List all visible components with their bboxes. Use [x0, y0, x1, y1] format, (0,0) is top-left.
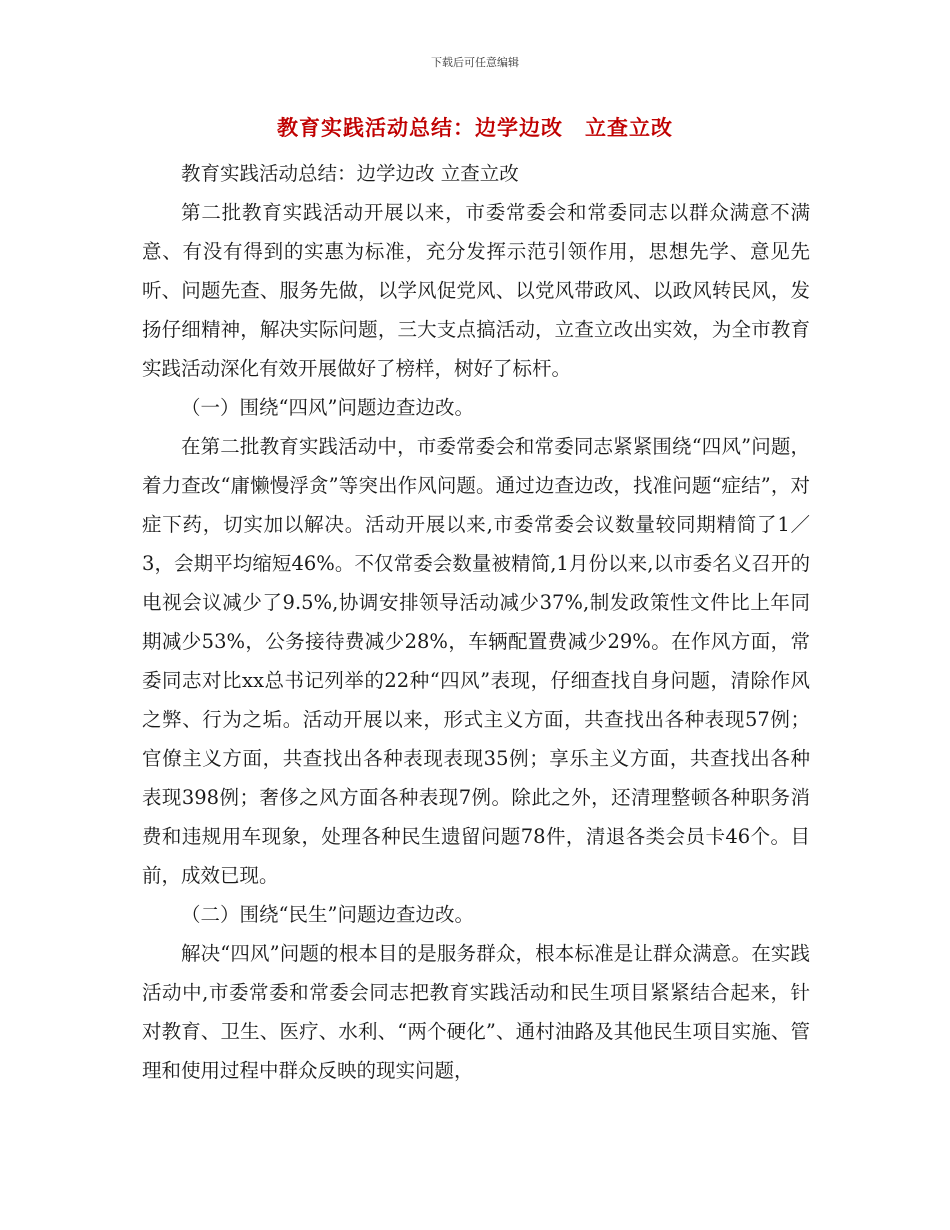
section-heading-1: （一）围绕“四风”问题边查边改。: [181, 396, 474, 419]
paragraph-subtitle: 教育实践活动总结：边学边改 立查立改: [181, 162, 519, 185]
document-title: 教育实践活动总结：边学边改 立查立改: [277, 116, 673, 140]
paragraph-section-2: 解决“四风”问题的根本目的是服务群众，根本标准是让群众满意。在实践活动中,市委常委和常委会同志把教育实践活动和民生项目紧紧结合起来，针对教育、卫生、医疗、水利、“两个硬化”、通村油路及其他民生项目实施、管理和使用过程中群众反映的现实问题，: [142, 942, 810, 1082]
document-body: [142, 154, 810, 1090]
paragraph-section-1: 在第二批教育实践活动中，市委常委会和常委同志紧紧围绕“四风”问题，着力查改“庸懒慢浮贪”等突出作风问题。通过边查边改，找准问题“症结”，对症下药，切实加以解决。活动开展以来,市委常委会议数量较同期精简了1／3，会期平均缩短46%。不仅常委会数量被精简,1月份以来,以市委名义召开的电视会议减少了9.5%,协调安排领导活动减少37%,制发政策性文件比上年同期减少53%，公务接待费减少28%，车辆配置费减少29%。在作风方面，常委同志对比xx总书记列举的22种“四风”表现，仔细查找自身问题，清除作风之弊、行为之垢。活动开展以来，形式主义方面，共查找出各种表现57例；官僚主义方面，共查找出各种表现表现35例；享乐主义方面，共查找出各种表现398例；奢侈之风方面各种表现7例。除此之外，还清理整顿各种职务消费和违规用车现象，处理各种民生遗留问题78件，清退各类会员卡46个。目前，成效已现。: [142, 435, 810, 887]
paragraph-intro: 第二批教育实践活动开展以来，市委常委会和常委同志以群众满意不满意、有没有得到的实惠为标准，充分发挥示范引领作用，思想先学、意见先听、问题先查、服务先做，以学风促党风、以党风带政风、以政风转民风，发扬仔细精神，解决实际问题，三大支点搞活动，立查立改出实效，为全市教育实践活动深化有效开展做好了榜样，树好了标杆。: [142, 201, 810, 380]
page-header-note: 下载后可任意编辑: [431, 56, 519, 69]
section-heading-2: （二）围绕“民生”问题边查边改。: [181, 903, 474, 926]
